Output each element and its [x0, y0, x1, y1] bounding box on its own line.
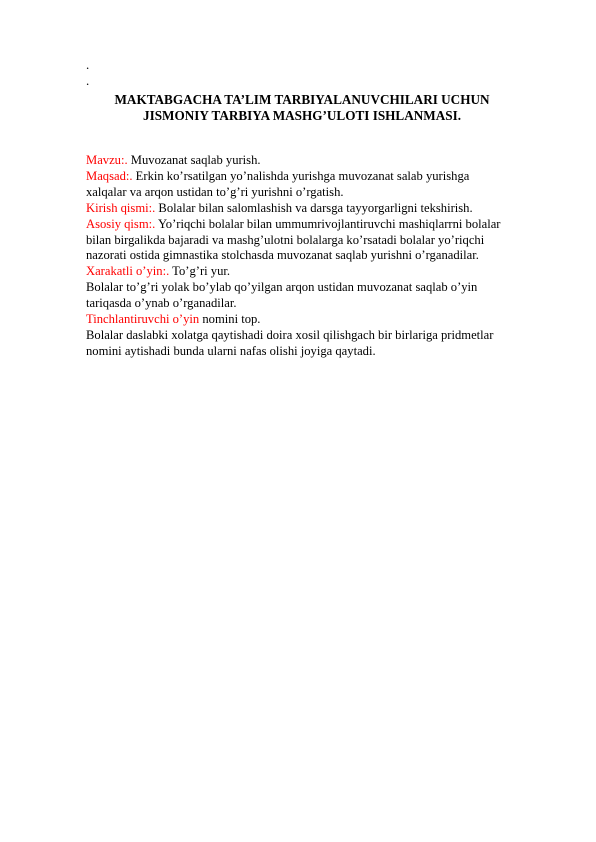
tinchlantiruvchi-text-1: nomini top.	[199, 312, 261, 327]
dot-marker: .	[86, 73, 90, 88]
maqsad-text-1: Erkin ko’rsatilgan yo’nalishda yurishga muvozanat salab yurishga	[132, 168, 470, 183]
maqsad-label: Maqsad:.	[86, 168, 133, 183]
asosiy-line-2: bilan birgalikda bajaradi va mashg’ulotni bolalarga ko’rsatadi bolalar yo’riqchi	[86, 232, 485, 247]
document-title	[86, 92, 518, 124]
title-line-1: MAKTABGACHA TA’LIM TARBIYALANUVCHILARI UCHUN	[114, 92, 490, 107]
kirish-text: Bolalar bilan salomlashish va darsga tayyorgarligni tekshirish.	[155, 200, 473, 215]
maqsad-line-1	[86, 169, 556, 185]
xarakatli-line-1	[86, 264, 556, 280]
xarakatli-line-2: Bolalar to’g’ri yolak bo’ylab qo’yilgan arqon ustidan muvozanat saqlab o’yin	[86, 280, 478, 295]
mavzu-label: Mavzu:.	[86, 153, 128, 167]
asosiy-text-1: Yo’riqchi bolalar bilan ummumrivojlantiruvchi mashiqlarrni bolalar	[155, 216, 501, 231]
tinchlantiruvchi-line-2: Bolalar daslabki xolatga qaytishadi doira xosil qilishgach bir birlariga pridmetlar	[86, 327, 494, 342]
mavzu-text: Muvozanat saqlab yurish.	[127, 153, 261, 167]
xarakatli-text-1: To’g’ri yur.	[169, 264, 231, 279]
xarakatli-label: Xarakatli o’yin:.	[86, 264, 170, 279]
asosiy-line-3: nazorati ostida gimnastika stolchasda muvozanat saqlab yurishni o’rganadilar.	[86, 248, 479, 263]
asosiy-line-1	[86, 217, 556, 233]
document-body	[86, 153, 556, 360]
xarakatli-line-3: tariqasda o’ynab o’rganadilar.	[86, 296, 237, 311]
tinchlantiruvchi-line-3: nomini aytishadi bunda ularni nafas olishi joyiga qaytadi.	[86, 343, 376, 358]
tinchlantiruvchi-line-1	[86, 312, 556, 328]
dot-marker: .	[86, 57, 90, 72]
kirish-line	[86, 201, 556, 217]
asosiy-label: Asosiy qism:.	[86, 216, 156, 231]
mavzu-line	[86, 153, 556, 169]
title-line-2: JISMONIY TARBIYA MASHG’ULOTI ISHLANMASI.	[142, 108, 462, 123]
maqsad-line-2: xalqalar va arqon ustidan to’g’ri yurishni o’rgatish.	[86, 184, 344, 199]
kirish-label: Kirish qismi:.	[86, 200, 156, 215]
tinchlantiruvchi-label: Tinchlantiruvchi o’yin	[86, 312, 200, 327]
